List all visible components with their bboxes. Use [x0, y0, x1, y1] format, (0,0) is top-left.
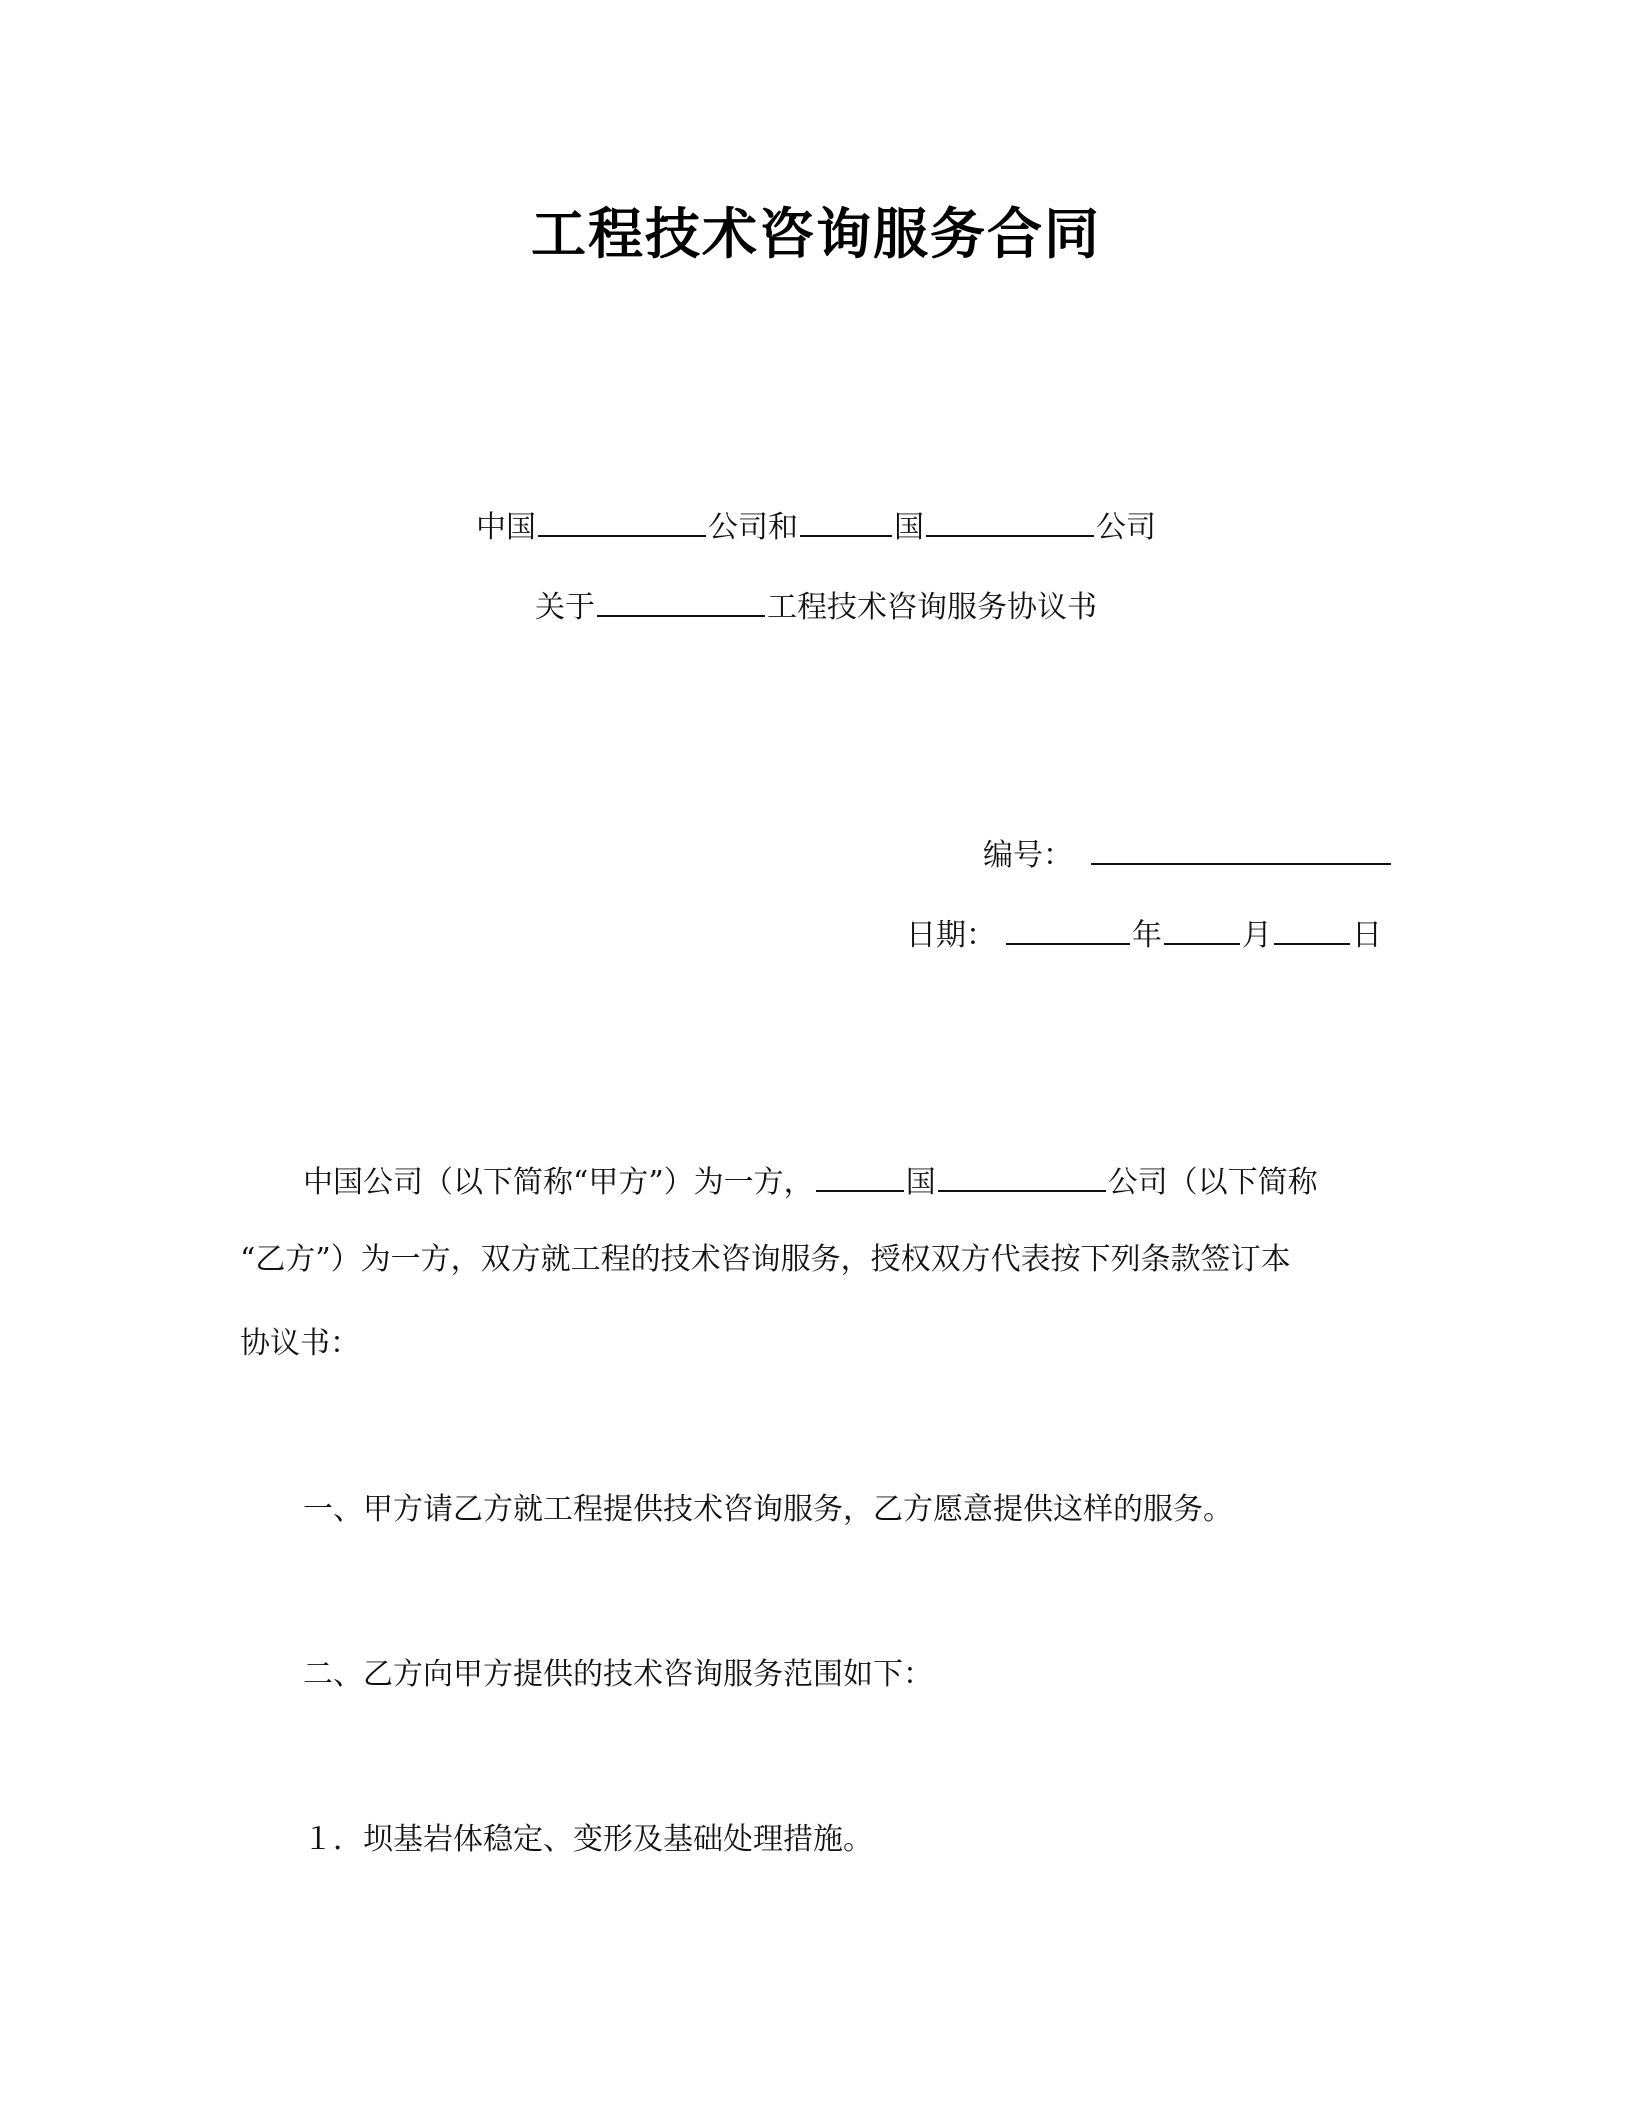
contract-number-blank[interactable]	[1091, 833, 1391, 865]
intro-text: 国	[905, 1165, 936, 1200]
date-line	[906, 913, 1382, 956]
item-1: １．坝基岩体稳定、变形及基础处理措施。	[303, 1822, 873, 1857]
intro-country-blank[interactable]	[816, 1160, 904, 1192]
heading-line-parties	[0, 505, 1632, 548]
number-label: 编号：	[983, 838, 1073, 873]
project-name-blank[interactable]	[597, 585, 765, 617]
foreign-company-blank[interactable]	[926, 505, 1094, 537]
contract-number-line	[983, 833, 1393, 876]
heading-text: 关于	[535, 590, 595, 625]
heading-text: 公司和	[708, 510, 798, 545]
heading-text: 国	[894, 510, 924, 545]
year-label: 年	[1132, 918, 1162, 953]
intro-line-2: “乙方”）为一方，双方就工程的技术咨询服务，授权双方代表按下列条款签订本	[240, 1242, 1291, 1277]
date-label: 日期：	[906, 918, 996, 953]
intro-line-1	[303, 1160, 1318, 1203]
heading-text: 中国	[476, 510, 536, 545]
month-blank[interactable]	[1164, 913, 1240, 945]
company-name-blank[interactable]	[538, 505, 706, 537]
heading-text: 公司	[1096, 510, 1156, 545]
day-blank[interactable]	[1274, 913, 1350, 945]
country-blank[interactable]	[800, 505, 892, 537]
intro-company-blank[interactable]	[938, 1160, 1106, 1192]
intro-text: 中国公司（以下简称“甲方”）为一方，	[303, 1165, 814, 1200]
intro-text: 公司（以下简称	[1107, 1165, 1318, 1200]
day-label: 日	[1352, 918, 1382, 953]
heading-line-subject	[0, 585, 1632, 628]
month-label: 月	[1242, 918, 1272, 953]
heading-text: 工程技术咨询服务协议书	[767, 590, 1097, 625]
clause-2: 二、乙方向甲方提供的技术咨询服务范围如下：	[303, 1657, 933, 1692]
intro-line-3: 协议书：	[240, 1326, 360, 1361]
year-blank[interactable]	[1006, 913, 1130, 945]
clause-1: 一、甲方请乙方就工程提供技术咨询服务，乙方愿意提供这样的服务。	[303, 1492, 1233, 1527]
document-title: 工程技术咨询服务合同	[530, 202, 1101, 266]
